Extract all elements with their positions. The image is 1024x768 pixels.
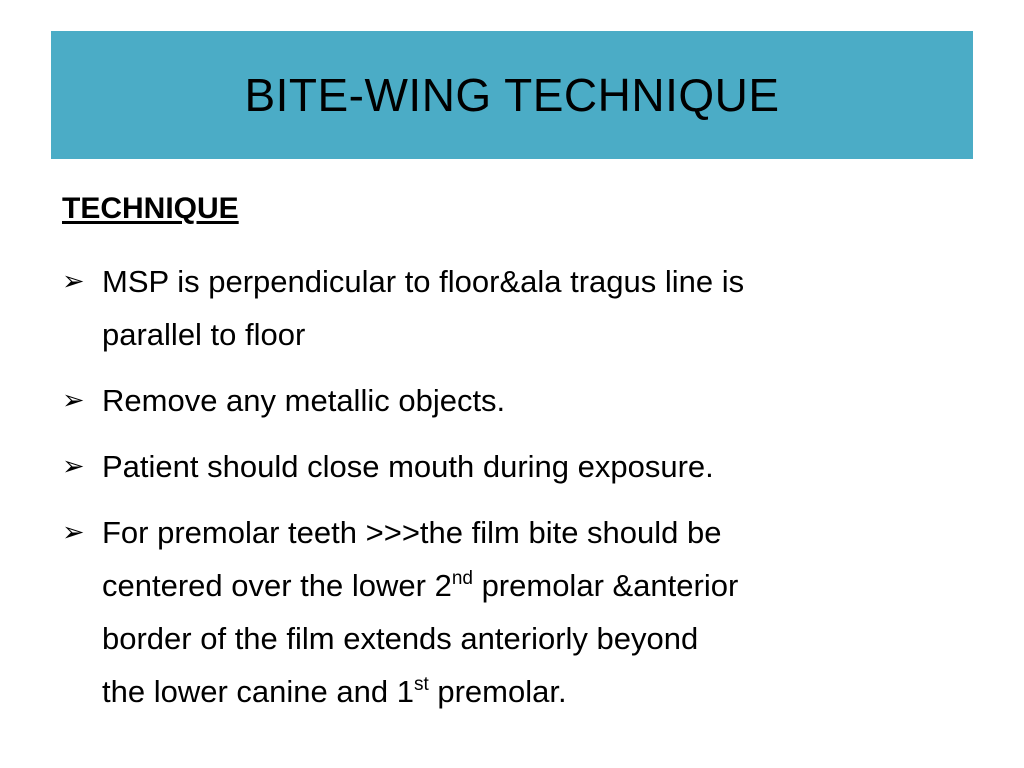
ordinal-suffix: nd — [451, 567, 473, 589]
bullet-item — [62, 255, 992, 361]
slide-title: BITE-WING TECHNIQUE — [244, 69, 780, 121]
bullet-line — [102, 559, 992, 612]
bullet-line: Remove any metallic objects. — [102, 383, 506, 418]
bullet-line-text: the lower canine and 1 — [102, 674, 414, 709]
bullet-line: For premolar teeth >>>the film bite should be — [102, 515, 722, 550]
section-heading: TECHNIQUE — [62, 192, 239, 225]
bullet-line: MSP is perpendicular to floor&ala tragus line is — [102, 264, 745, 299]
bullet-line-text: centered over the lower 2 — [102, 568, 452, 603]
bullet-line — [102, 665, 992, 718]
bullet-item — [62, 374, 992, 427]
bullet-list — [62, 255, 992, 731]
bullet-item — [62, 440, 992, 493]
arrow-bullet-icon: ➢ — [62, 451, 85, 482]
title-bar — [51, 31, 973, 159]
bullet-item — [62, 506, 992, 718]
arrow-bullet-icon: ➢ — [62, 266, 85, 297]
bullet-line: border of the film extends anteriorly beyond — [102, 621, 699, 656]
bullet-line-text: premolar. — [428, 674, 567, 709]
arrow-bullet-icon: ➢ — [62, 385, 85, 416]
bullet-line: parallel to floor — [102, 317, 306, 352]
ordinal-suffix: st — [413, 673, 429, 695]
bullet-line-text: premolar &anterior — [472, 568, 739, 603]
arrow-bullet-icon: ➢ — [62, 517, 85, 548]
bullet-line: Patient should close mouth during exposure. — [102, 449, 714, 484]
